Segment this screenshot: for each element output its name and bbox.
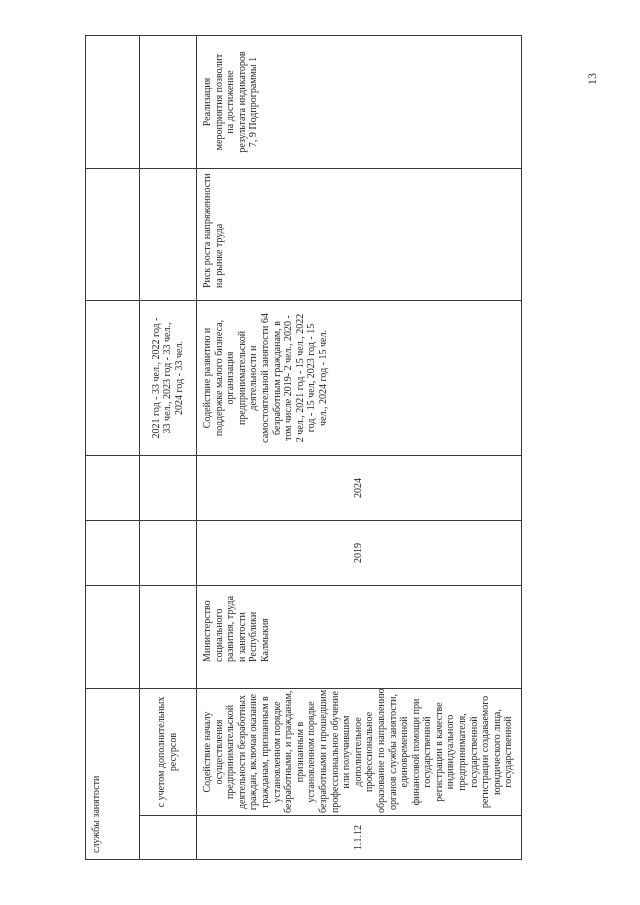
text-line: индивидуального [445,714,457,790]
text-line: профессиональное [364,711,376,793]
text-line: чел., 2024 год - 15 чел. [317,330,329,426]
continuation-name-cell [86,688,140,859]
empty-cell [140,520,197,585]
empty-cell [140,168,197,300]
measure-number-cell [197,815,522,859]
text-line: Реализация [202,77,213,127]
continuation-name-text: службы занятости [91,775,102,853]
text-line: государственной [422,716,434,788]
text-line: Калмыкия [259,618,271,662]
empty-cell [86,300,140,455]
text-line: на достижение [225,70,237,134]
text-line: безработными и прошедшим [317,689,329,813]
text-line: том числе 2019- 2 чел., 2020 - [283,315,295,441]
text-line: Республики [248,611,260,662]
text-line: финансовой помощи при [410,698,422,806]
text-line: Министерство [202,600,213,662]
empty-cell [86,585,140,688]
text-line: образование по направлению [375,688,387,813]
text-line: организация [225,351,237,405]
text-line: регистрации в качестве [433,702,445,802]
additional-resources-result-cell [140,300,197,455]
text-line: государственной [503,716,515,788]
text-line: самостоятельной занятости 64 [259,313,271,443]
text-line: безработным гражданам, в [271,321,283,435]
page-number: 13 [585,73,599,85]
text-line: осуществления [213,719,225,785]
start-year-cell [197,520,522,585]
empty-cell [140,815,197,859]
empty-cell [86,520,140,585]
text-line: на рынке труда [213,223,225,288]
text-line: установленном порядке [271,701,283,803]
text-line: безработными, и гражданам, [283,690,295,813]
text-line: установленном порядке [306,701,318,803]
text-line: год - 15 чел, 2023 год - 15 [306,323,318,433]
empty-cell [140,455,197,520]
empty-cell [86,455,140,520]
text-line: регистрации создаваемого [480,695,492,809]
text-line: дополнительное [352,717,364,787]
text-line: Риск роста напряженности [202,173,213,288]
empty-cell [86,168,140,300]
text-line: государственной [468,716,480,788]
text-line: Содействие началу [202,711,213,793]
text-line: 2024 год - 33 чел. [173,341,185,415]
measure-number: 1.1.12 [353,825,365,850]
empty-cell [140,585,197,688]
indicator-link-cell [197,35,522,168]
start-year: 2019 [353,543,365,563]
text-line: профессиональное обучение [329,691,341,813]
additional-resources-name-cell [140,688,197,815]
text-line: 33 чел., 2023 год - 33 чел., [162,322,174,434]
text-line: поддержке малого бизнеса, [213,319,225,437]
measure-name-cell [197,688,522,815]
text-line: 2021 год - 33 чел., 2022 год - [150,317,162,439]
end-year-cell [197,455,522,520]
empty-cell [86,35,140,168]
measures-table [85,35,522,860]
responsible-executor-cell [197,585,522,688]
text-line: 7, 9 Подпрограммы 1 [248,56,260,148]
text-line: предпринимателя, [457,713,469,791]
text-line: предпринимательской [236,330,248,426]
text-line: или получившим [341,715,353,789]
text-line: гражданам, признанным в [259,696,271,808]
text-line: органов службы занятости, [387,694,399,810]
text-line: единовременной [399,716,411,788]
text-line: мероприятия позволит [213,53,225,151]
text-line: с учетом дополнительных [156,696,168,808]
text-line: граждан, включая оказание [248,693,260,811]
text-line: результата индикаторов [236,51,248,153]
expected-result-cell [197,300,522,455]
text-line: и занятости [236,612,248,662]
text-line: 2 чел., 2021 год - 15 чел., 2022 [294,313,306,443]
text-line: юридического лица, [491,709,503,795]
text-line: признанным в [294,721,306,783]
risk-cell [197,168,522,300]
text-line: социального [213,608,225,662]
text-line: развития, труда [225,595,237,662]
end-year: 2024 [353,478,365,498]
text-line: предпринимательской [225,704,237,800]
text-line: Содействие развитию и [202,327,213,429]
empty-cell [140,35,197,168]
text-line: деятельности и [248,345,260,411]
text-line: деятельности безработных [236,694,248,810]
text-line: ресурсов [168,732,179,772]
